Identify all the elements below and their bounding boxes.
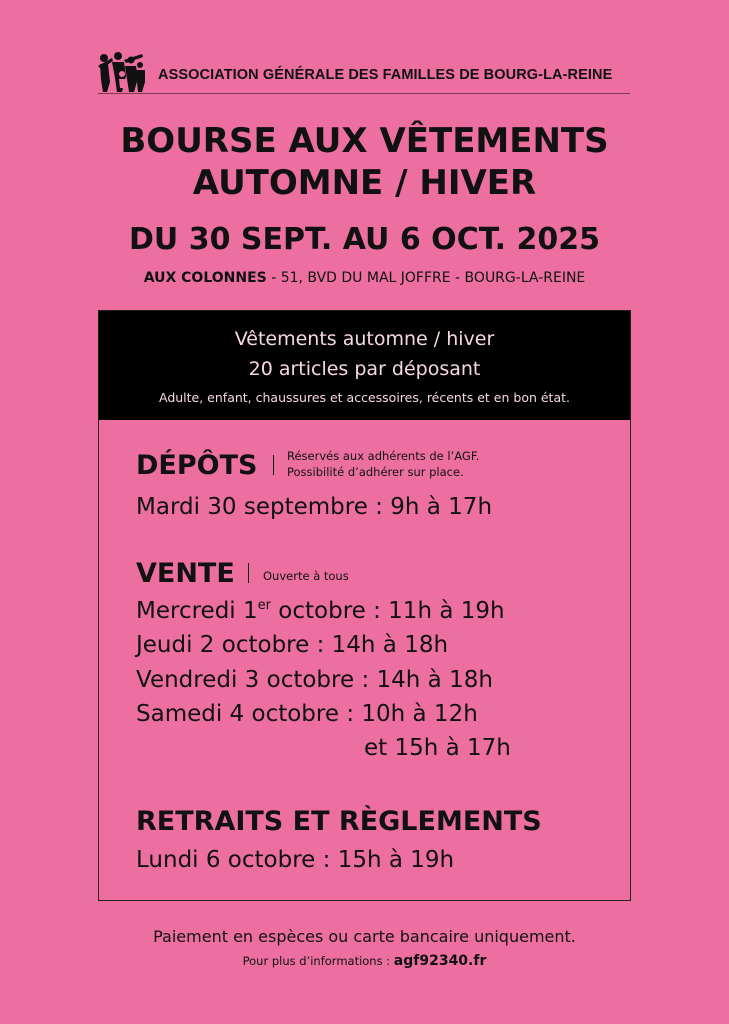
vente-wednesday-hours: octobre : 11h à 19h [270,598,505,624]
street-address: - 51, BVD DU MAL JOFFRE - BOURG-LA-REINE [266,270,586,286]
retraits-schedule: Lundi 6 octobre : 15h à 19h [136,847,455,873]
info-line-conditions: Adulte, enfant, chaussures et accessoires, récents et en bon état. [158,390,570,405]
vente-wednesday-label: Mercredi 1 [136,598,258,624]
info-banner [99,311,630,420]
depots-schedule: Mardi 30 septembre : 9h à 17h [136,494,493,520]
vente-schedule-saturday: Samedi 4 octobre : 10h à 12h [136,701,478,727]
info-line-clothing: Vêtements automne / hiver [234,328,495,350]
venue-name: AUX COLONNES [143,270,267,286]
vente-schedule-friday: Vendredi 3 octobre : 14h à 18h [136,667,493,693]
vente-wednesday-ordinal: er [257,598,271,613]
family-logo-icon [98,52,146,94]
event-title: BOURSE AUX VÊTEMENTS [120,121,609,161]
organization-name: ASSOCIATION GÉNÉRALE DES FAMILLES DE BOURG-LA-REINE [158,67,613,83]
vente-note: Ouverte à tous [263,569,349,583]
header [98,52,630,94]
depots-note-line1: Réservés aux adhérents de l’AGF. [287,449,480,463]
depots-note [287,448,479,480]
more-info-label: Pour plus d’informations : [242,954,394,968]
depots-separator [273,455,274,475]
vente-schedule-wednesday [136,598,505,624]
website-link[interactable]: agf92340.fr [393,953,487,969]
info-line-articles: 20 articles par déposant [248,358,481,380]
schedule-box [98,310,631,901]
more-info [0,953,729,969]
vente-separator [248,563,249,583]
event-season: AUTOMNE / HIVER [192,163,537,203]
event-address [0,270,729,286]
depots-title: DÉPÔTS [136,450,258,481]
payment-note: Paiement en espèces ou carte bancaire uniquement. [153,927,576,946]
vente-schedule-saturday-afternoon: et 15h à 17h [364,735,511,761]
vente-schedule-thursday: Jeudi 2 octobre : 14h à 18h [136,632,449,658]
depots-note-line2: Possibilité d’adhérer sur place. [287,465,464,479]
event-dates: DU 30 SEPT. AU 6 OCT. 2025 [129,222,600,257]
retraits-title: RETRAITS ET RÈGLEMENTS [136,806,542,837]
vente-title: VENTE [136,558,235,589]
